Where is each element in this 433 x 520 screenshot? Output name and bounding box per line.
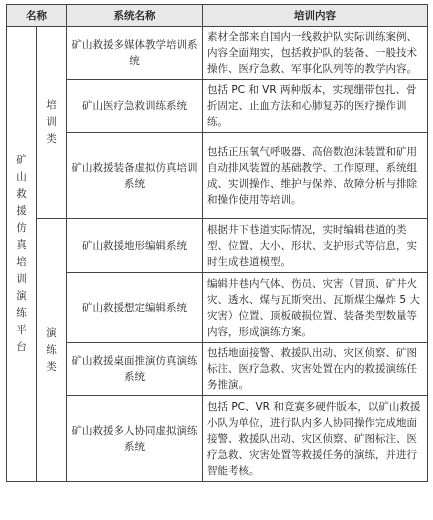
system-name: 矿山救援想定编辑系统 bbox=[67, 273, 203, 343]
training-system-table bbox=[6, 4, 428, 482]
table-row bbox=[7, 27, 428, 80]
system-name: 矿山救援多人协同虚拟演练系统 bbox=[67, 396, 203, 482]
system-content: 包括 PC、VR 和竞赛多硬件版本，以矿山救援小队为单位，进行队内多人协同操作完成地面接警、救援队出动、灾区侦察、矿图标注、医疗急救、灾害处置等救援任务的演练，并进行智能考核。 bbox=[203, 396, 428, 482]
system-content: 素材全部来自国内一线救护队实际训练案例、内容全面翔实，包括救护队的装备、一般技术操作、医疗急救、军事化队列等的教学内容。 bbox=[203, 27, 428, 80]
system-name: 矿山救援地形编辑系统 bbox=[67, 219, 203, 273]
table-row bbox=[7, 219, 428, 273]
system-name: 矿山救援多媒体教学培训系统 bbox=[67, 27, 203, 80]
platform-name: 矿山救援仿真培训演练平台 bbox=[16, 154, 27, 353]
system-content: 包括正压氧气呼吸器、高倍数泡沫装置和矿用自动排风装置的基础教学、工作原理、系统组成、实训操作、维护与保养、故障分析与排除和操作使用等培训。 bbox=[203, 133, 428, 219]
system-name: 矿山救援桌面推演仿真演练系统 bbox=[67, 343, 203, 396]
table-row bbox=[7, 133, 428, 219]
system-name: 矿山医疗急救训练系统 bbox=[67, 80, 203, 133]
category-training: 培训类 bbox=[46, 99, 57, 145]
category-cell-drill bbox=[37, 219, 67, 482]
table-row bbox=[7, 396, 428, 482]
header-system: 系统名称 bbox=[67, 5, 203, 27]
system-content: 包括 PC 和 VR 两种版本，实现绷带包扎、骨折固定、止血方法和心肺复苏的医疗操作训练。 bbox=[203, 80, 428, 133]
system-content: 包括地面接警、救援队出动、灾区侦察、矿图标注、医疗急救、灾害处置在内的救援演练任务推演。 bbox=[203, 343, 428, 396]
table-row bbox=[7, 273, 428, 343]
table-header-row bbox=[7, 5, 428, 27]
header-name: 名称 bbox=[7, 5, 67, 27]
table-row bbox=[7, 80, 428, 133]
category-cell-training bbox=[37, 27, 67, 219]
system-content: 编辑井巷内气体、伤员、灾害（冒顶、矿井火灾、透水、煤与瓦斯突出、瓦斯煤尘爆炸 5 大灾害）位置、顶板破损位置、装备类型数量等内容，形成演练方案。 bbox=[203, 273, 428, 343]
platform-cell bbox=[7, 27, 37, 482]
category-drill: 演练类 bbox=[46, 326, 57, 373]
system-content: 根据井下巷道实际情况，实时编辑巷道的类型、位置、大小、形状、支护形式等信息，实时生成巷道模型。 bbox=[203, 219, 428, 273]
header-content: 培训内容 bbox=[203, 5, 428, 27]
table-row bbox=[7, 343, 428, 396]
system-name: 矿山救援装备虚拟仿真培训系统 bbox=[67, 133, 203, 219]
